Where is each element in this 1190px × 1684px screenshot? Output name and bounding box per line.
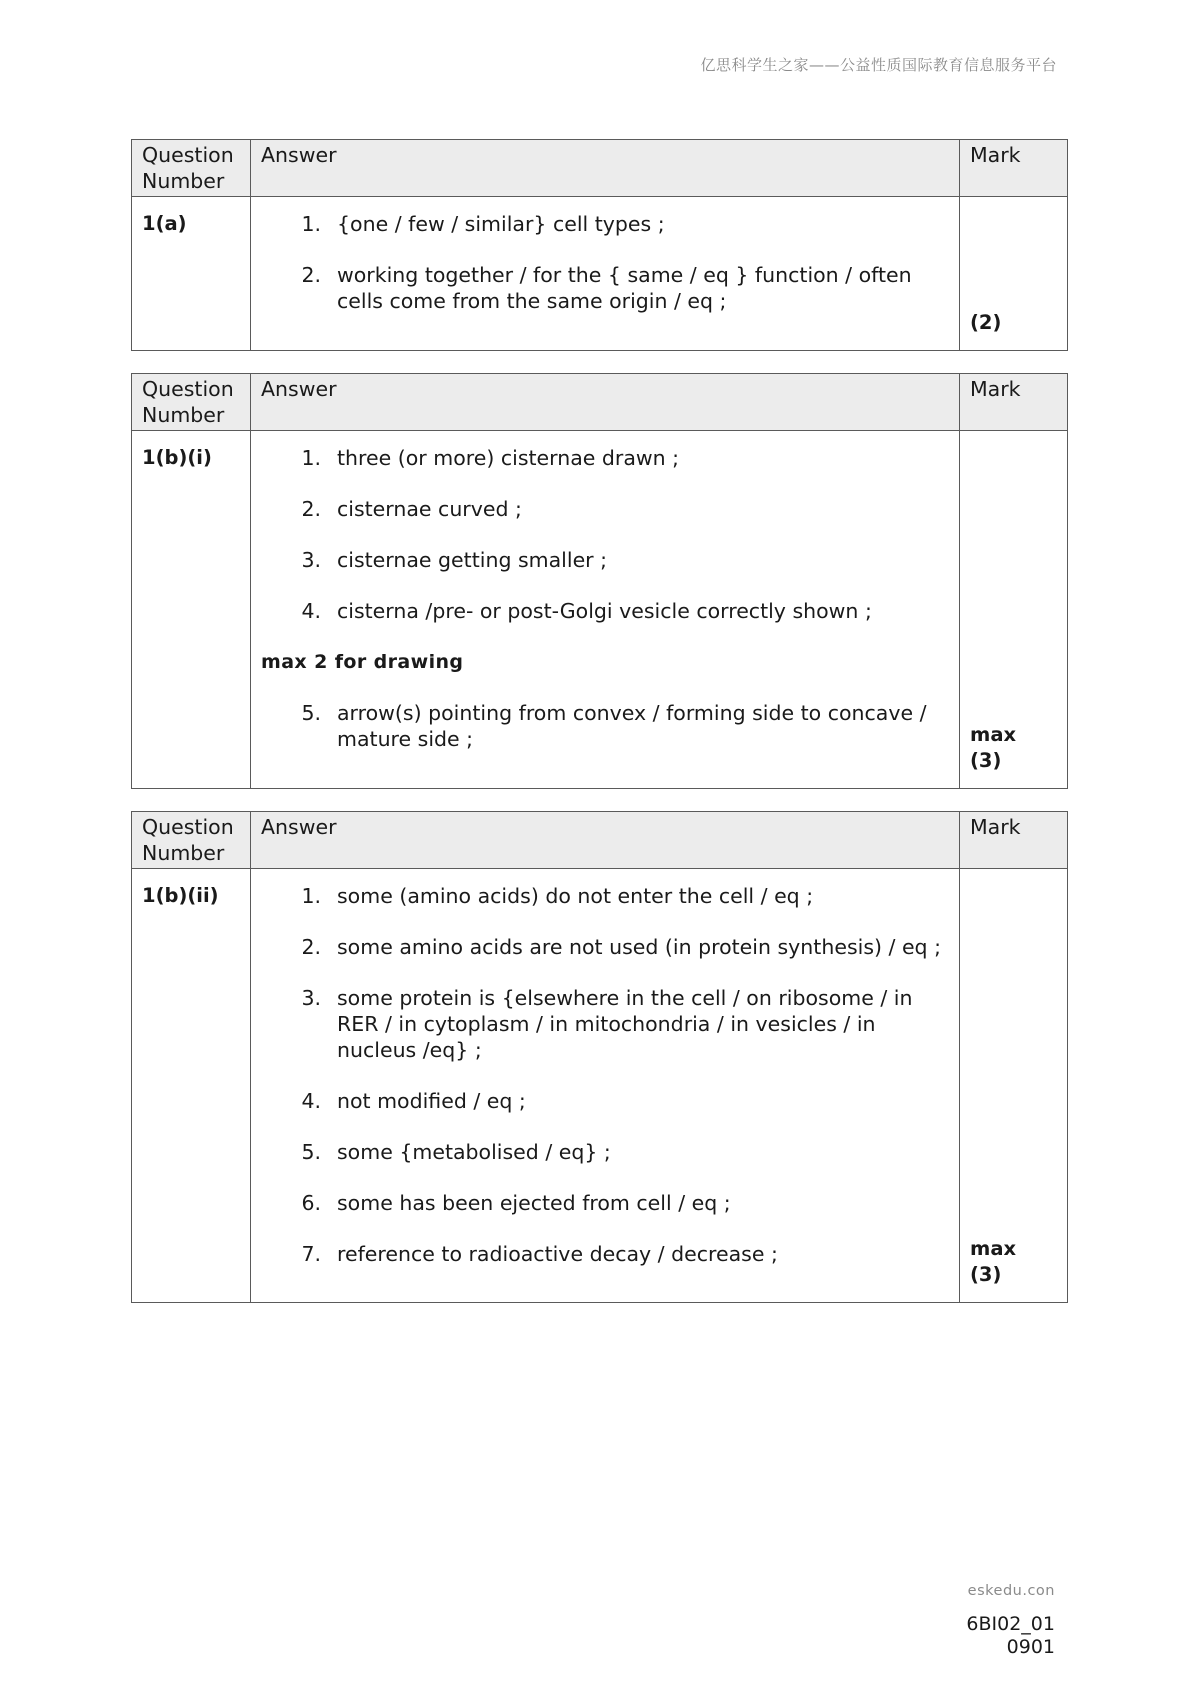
list-item [261,934,943,960]
item-text: cisterna /pre- or post-Golgi vesicle correctly shown ; [337,599,872,623]
list-item [261,1241,943,1267]
header-question-number: Question Number [132,140,251,197]
item-number: 4. [301,1089,321,1113]
mark-scheme-table-1bi [131,373,1068,789]
answer-list [261,445,943,624]
list-item [261,547,943,573]
header-answer: Answer [251,374,960,431]
table-header-row [132,812,1068,869]
mark-line-1: max [970,723,1017,746]
answer-cell [251,869,960,1303]
item-number: 3. [301,986,321,1010]
list-item [261,1088,943,1114]
list-item [261,496,943,522]
footer-paper-code [966,1613,1055,1659]
item-text: not modified / eq ; [337,1089,526,1113]
item-text: arrow(s) pointing from convex / forming side to concave / mature side ; [337,701,927,751]
item-text: some protein is {elsewhere in the cell / on ribosome / in RER / in cytoplasm / in mitochondria / in vesicles / in nucleus /eq} ; [337,986,913,1062]
list-item [261,1190,943,1216]
question-number: 1(b)(ii) [132,869,251,1303]
item-number: 1. [301,446,321,470]
footer-site: eskedu.con [967,1583,1055,1599]
item-text: some amino acids are not used (in protein synthesis) / eq ; [337,935,941,959]
list-item [261,211,943,237]
page-header-note: 亿思科学生之家——公益性质国际教育信息服务平台 [700,56,1057,74]
list-item [261,700,943,752]
item-text: three (or more) cisternae drawn ; [337,446,680,470]
item-number: 7. [301,1242,321,1266]
list-item [261,445,943,471]
table-header-row [132,374,1068,431]
item-text: some (amino acids) do not enter the cell / eq ; [337,884,814,908]
item-text: {one / few / similar} cell types ; [337,212,665,236]
item-text: cisternae getting smaller ; [337,548,608,572]
footer-code-line-2: 0901 [1006,1636,1055,1658]
max-note: max 2 for drawing [261,651,464,673]
header-question-number: Question Number [132,374,251,431]
item-number: 2. [301,263,321,287]
item-number: 3. [301,548,321,572]
answer-list [261,211,943,314]
mark-cell [960,197,1068,351]
table-row [132,869,1068,1303]
item-text: some {metabolised / eq} ; [337,1140,611,1164]
item-number: 5. [301,1140,321,1164]
item-text: some has been ejected from cell / eq ; [337,1191,731,1215]
item-number: 2. [301,935,321,959]
header-question-number: Question Number [132,812,251,869]
answer-list [261,883,943,1267]
header-mark: Mark [960,140,1068,197]
list-item [261,598,943,624]
question-number: 1(a) [132,197,251,351]
item-text: reference to radioactive decay / decrease ; [337,1242,778,1266]
header-answer: Answer [251,140,960,197]
item-text: working together / for the { same / eq } function / often cells come from the same origin / eq ; [337,263,912,313]
footer-code-line-1: 6BI02_01 [966,1613,1055,1635]
item-number: 1. [301,212,321,236]
answer-cell [251,197,960,351]
mark-cell [960,869,1068,1303]
header-mark: Mark [960,812,1068,869]
mark-line-1: max [970,1237,1017,1260]
mark-cell [960,431,1068,789]
mark-scheme-table-1bii [131,811,1068,1303]
item-number: 5. [301,701,321,725]
list-item [261,262,943,314]
item-number: 2. [301,497,321,521]
item-number: 1. [301,884,321,908]
header-mark: Mark [960,374,1068,431]
mark-line-2: (2) [970,311,1002,334]
header-answer: Answer [251,812,960,869]
list-item [261,883,943,909]
mark-line-2: (3) [970,749,1002,772]
item-number: 6. [301,1191,321,1215]
table-row [132,431,1068,789]
answer-cell [251,431,960,789]
table-header-row [132,140,1068,197]
item-text: cisternae curved ; [337,497,522,521]
table-row [132,197,1068,351]
mark-scheme-table-1a [131,139,1068,351]
answer-list [261,700,943,752]
list-item [261,1139,943,1165]
list-item [261,985,943,1063]
mark-line-2: (3) [970,1263,1002,1286]
item-number: 4. [301,599,321,623]
question-number: 1(b)(i) [132,431,251,789]
